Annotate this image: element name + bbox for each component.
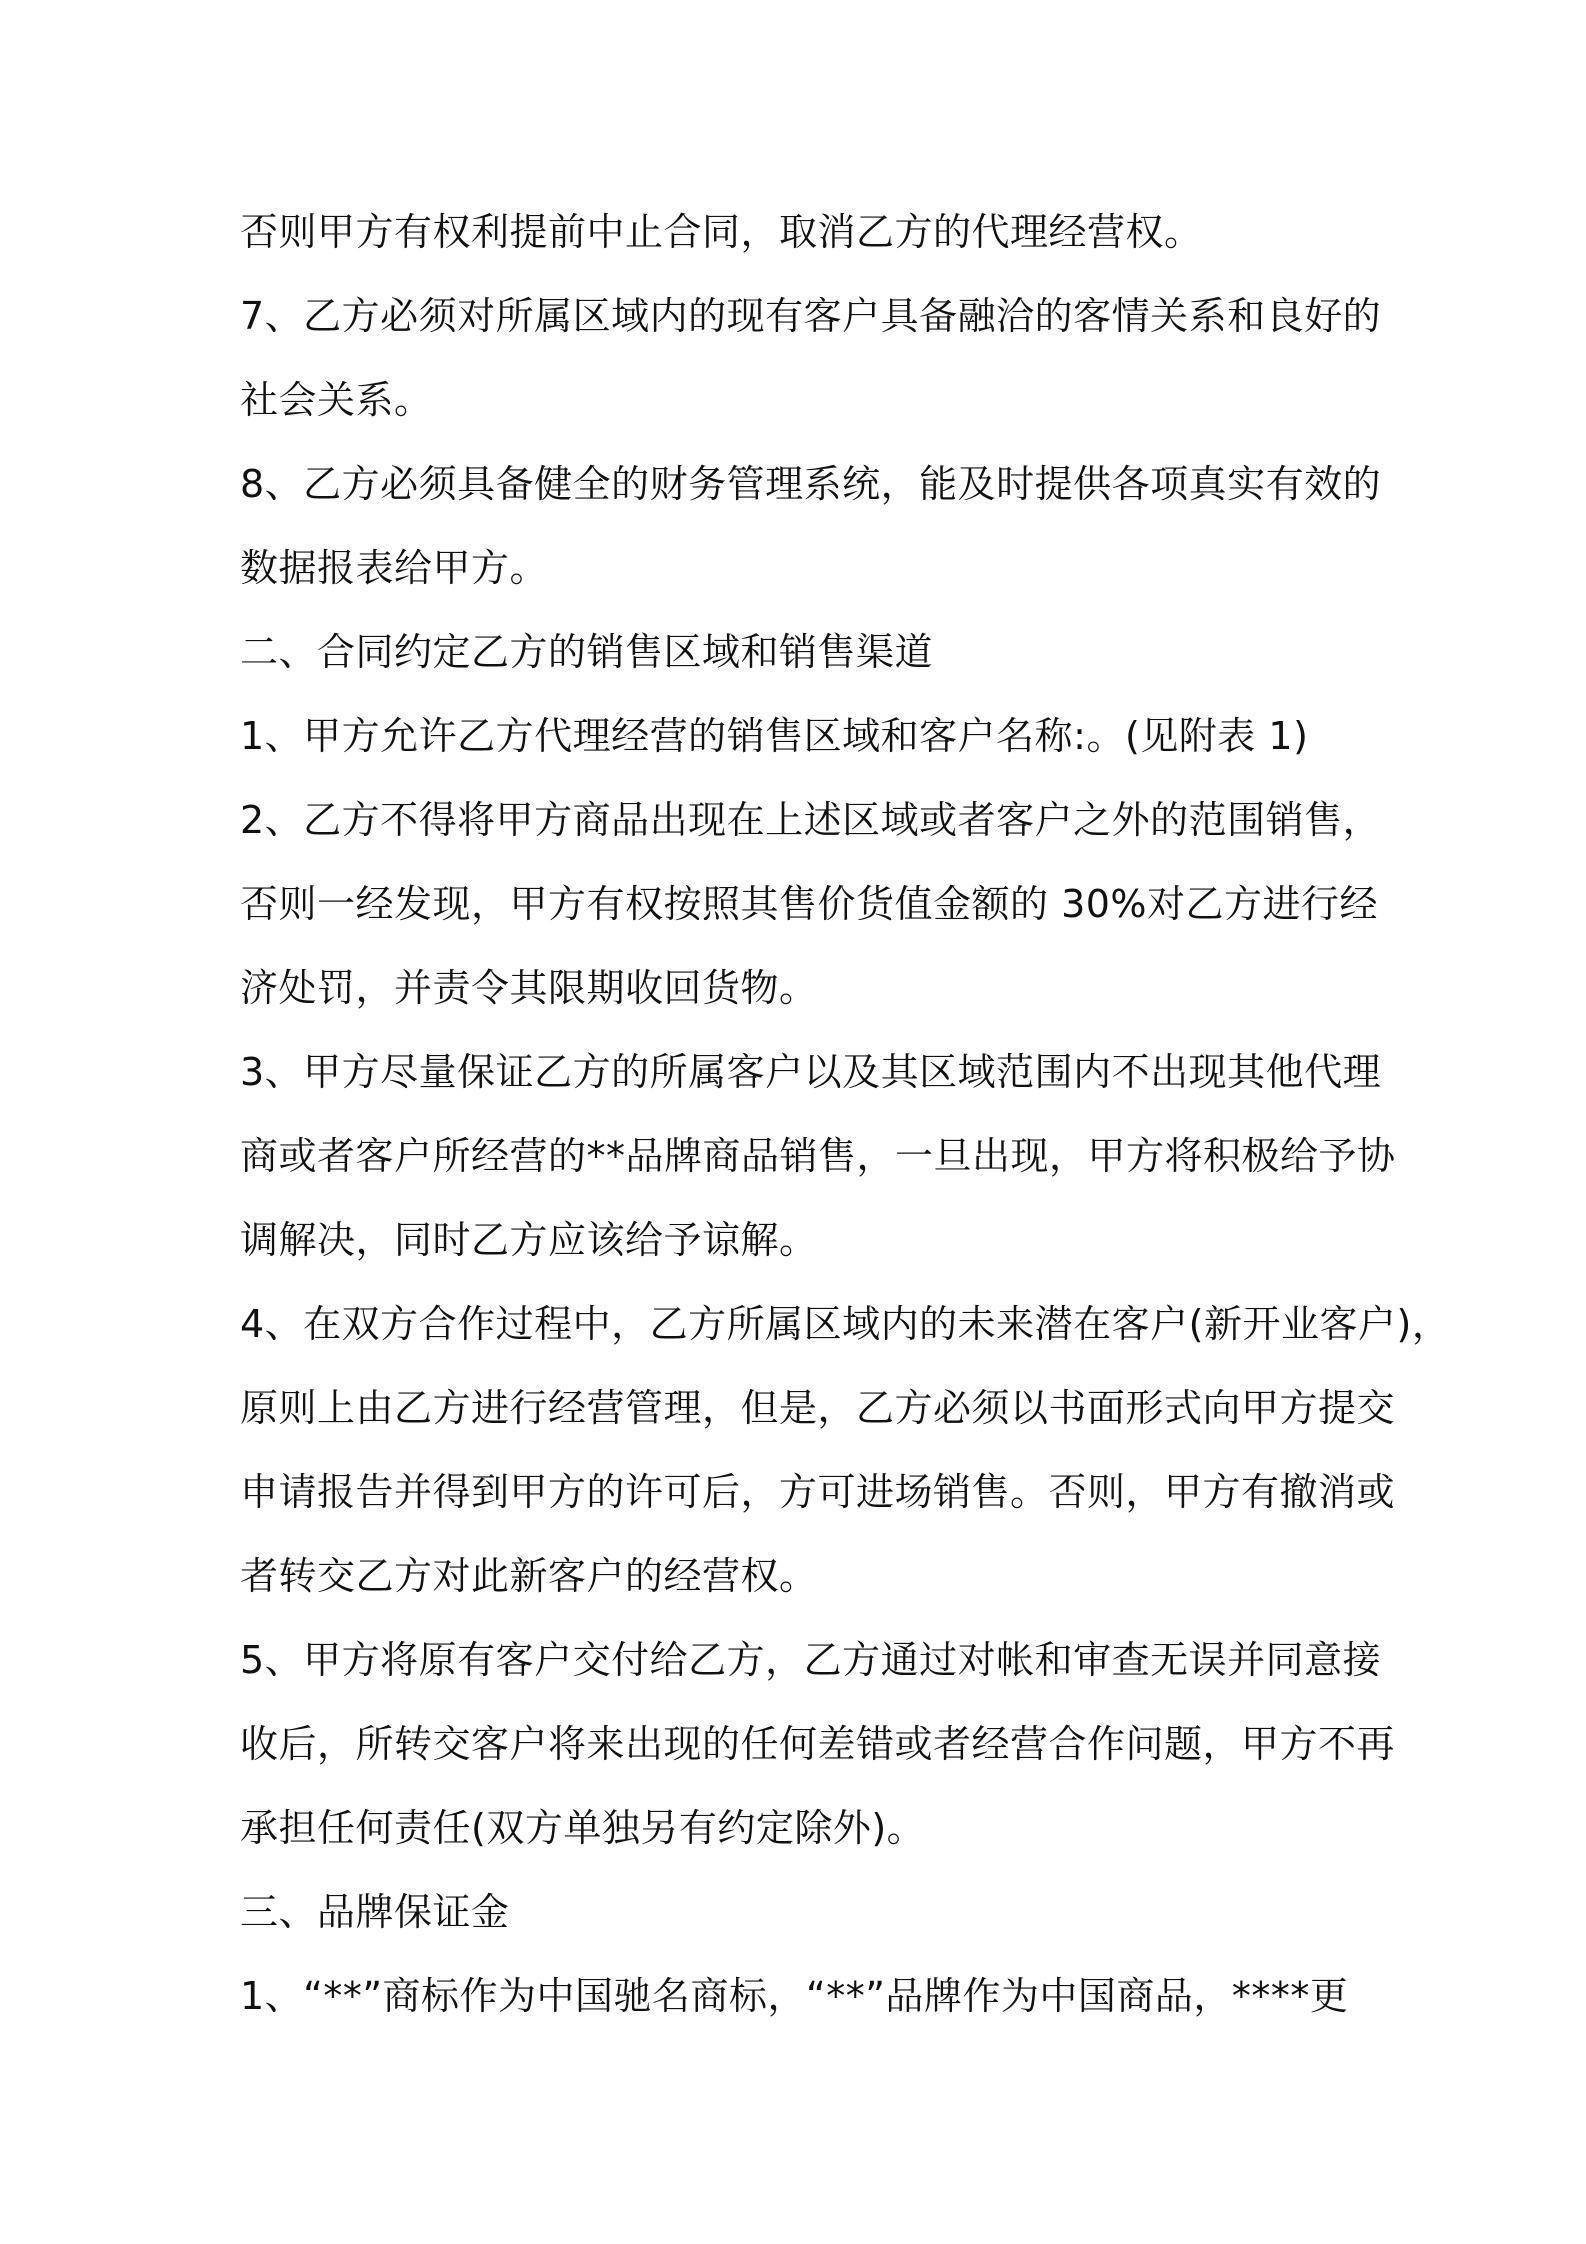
- text-line: 否则一经发现，甲方有权按照其售价货值金额的 30%对乙方进行经: [240, 882, 1379, 926]
- section-heading: 三、品牌保证金: [240, 1890, 510, 1934]
- text-line: 原则上由乙方进行经营管理，但是，乙方必须以书面形式向甲方提交: [240, 1386, 1396, 1430]
- text-line: 1、甲方允许乙方代理经营的销售区域和客户名称:。(见附表 1): [240, 714, 1309, 758]
- text-line: 5、甲方将原有客户交付给乙方，乙方通过对帐和审查无误并同意接: [240, 1638, 1382, 1682]
- text-line: 济处罚，并责令其限期收回货物。: [240, 966, 818, 1010]
- text-line: 商或者客户所经营的**品牌商品销售，一旦出现，甲方将积极给予协: [240, 1134, 1396, 1178]
- text-line: 4、在双方合作过程中，乙方所属区域内的未来潜在客户(新开业客户)，: [240, 1302, 1451, 1346]
- text-line: 社会关系。: [240, 378, 433, 422]
- text-line: 2、乙方不得将甲方商品出现在上述区域或者客户之外的范围销售，: [240, 798, 1382, 842]
- text-line: 收后，所转交客户将来出现的任何差错或者经营合作问题，甲方不再: [240, 1722, 1396, 1766]
- text-line: 3、甲方尽量保证乙方的所属客户以及其区域范围内不出现其他代理: [240, 1050, 1382, 1094]
- text-line: 8、乙方必须具备健全的财务管理系统，能及时提供各项真实有效的: [240, 462, 1382, 506]
- text-line: 承担任何责任(双方单独另有约定除外)。: [240, 1806, 926, 1850]
- text-line: 数据报表给甲方。: [240, 546, 549, 590]
- text-line: 1、“**”商标作为中国驰名商标，“**”品牌作为中国商品，****更: [240, 1974, 1349, 2018]
- text-line: 否则甲方有权利提前中止合同，取消乙方的代理经营权。: [240, 210, 1203, 254]
- text-line: 7、乙方必须对所属区域内的现有客户具备融洽的客情关系和良好的: [240, 294, 1382, 338]
- section-heading: 二、合同约定乙方的销售区域和销售渠道: [240, 630, 934, 674]
- document-body: [240, 190, 1451, 2038]
- text-line: 调解决，同时乙方应该给予谅解。: [240, 1218, 818, 1262]
- text-line: 者转交乙方对此新客户的经营权。: [240, 1554, 818, 1598]
- text-line: 申请报告并得到甲方的许可后，方可进场销售。否则，甲方有撤消或: [240, 1470, 1396, 1514]
